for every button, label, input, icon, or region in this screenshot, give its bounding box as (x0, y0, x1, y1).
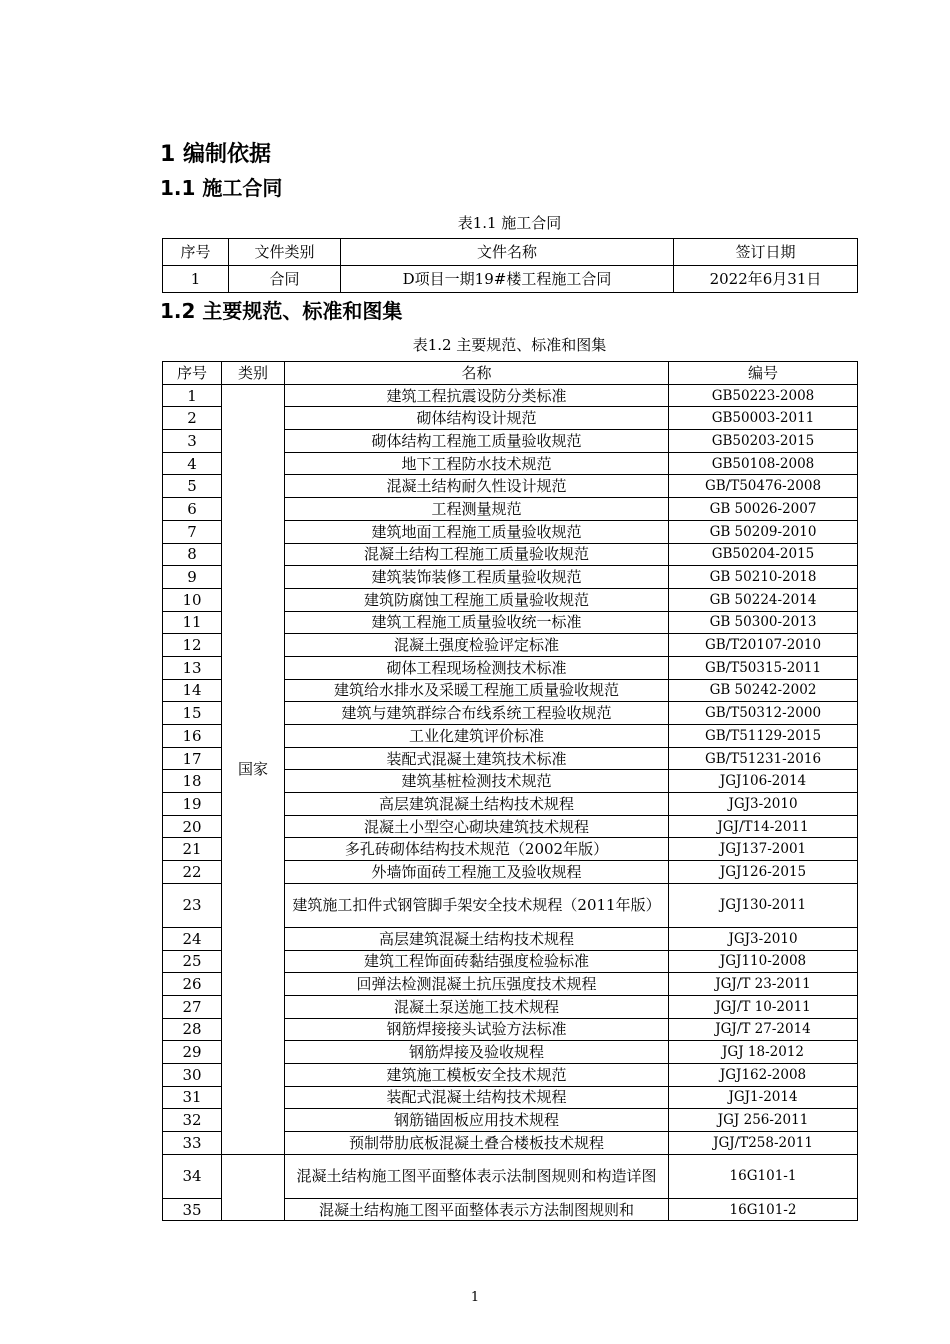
cell-index: 23 (163, 883, 222, 927)
page-number: 1 (470, 1290, 480, 1305)
heading-standards: 1.2 主要规范、标准和图集 (160, 299, 403, 323)
header-cell: 签订日期 (674, 239, 858, 266)
cell-name: 砌体结构设计规范 (285, 407, 669, 430)
cell-code: JGJ1-2014 (669, 1086, 858, 1109)
cell-index: 28 (163, 1018, 222, 1041)
cell-code: GB 50224-2014 (669, 588, 858, 611)
cell-code: GB/T50315-2011 (669, 656, 858, 679)
cell-name: D项目一期19#楼工程施工合同 (341, 266, 674, 293)
table1-caption: 表1.1 施工合同 (457, 214, 562, 232)
cell-code: GB 50242-2002 (669, 679, 858, 702)
cell-category: 合同 (229, 266, 341, 293)
cell-index: 32 (163, 1109, 222, 1132)
cell-name: 钢筋锚固板应用技术规程 (285, 1109, 669, 1132)
table-row (163, 384, 858, 407)
cell-name: 装配式混凝土结构技术规程 (285, 1086, 669, 1109)
cell-name: 砌体工程现场检测技术标准 (285, 656, 669, 679)
contract-table (162, 238, 858, 293)
cell-index: 6 (163, 498, 222, 521)
cell-code: GB/T50476-2008 (669, 475, 858, 498)
header-cell: 名称 (285, 362, 669, 385)
cell-index: 10 (163, 588, 222, 611)
cell-code: GB 50026-2007 (669, 498, 858, 521)
cell-name: 建筑与建筑群综合布线系统工程验收规范 (285, 702, 669, 725)
cell-code: 16G101-1 (669, 1154, 858, 1198)
cell-index: 15 (163, 702, 222, 725)
cell-code: GB 50210-2018 (669, 566, 858, 589)
cell-code: JGJ/T14-2011 (669, 815, 858, 838)
cell-index: 18 (163, 770, 222, 793)
cell-code: GB50203-2015 (669, 430, 858, 453)
cell-index: 20 (163, 815, 222, 838)
cell-name: 混凝土结构施工图平面整体表示方法制图规则和 (285, 1198, 669, 1221)
header-cell: 类别 (222, 362, 285, 385)
cell-index: 8 (163, 543, 222, 566)
cell-code: JGJ/T 23-2011 (669, 973, 858, 996)
cell-code: JGJ/T 10-2011 (669, 995, 858, 1018)
cell-code: JGJ137-2001 (669, 838, 858, 861)
cell-code: GB50204-2015 (669, 543, 858, 566)
cell-index: 29 (163, 1041, 222, 1064)
cell-index: 25 (163, 950, 222, 973)
cell-date: 2022年6月31日 (674, 266, 858, 293)
cell-index: 3 (163, 430, 222, 453)
cell-name: 建筑工程饰面砖黏结强度检验标准 (285, 950, 669, 973)
cell-code: GB50003-2011 (669, 407, 858, 430)
cell-code: JGJ/T258-2011 (669, 1132, 858, 1155)
cell-index: 22 (163, 861, 222, 884)
cell-name: 外墙饰面砖工程施工及验收规程 (285, 861, 669, 884)
cell-index: 7 (163, 520, 222, 543)
cell-index: 33 (163, 1132, 222, 1155)
cell-name: 建筑给水排水及采暖工程施工质量验收规范 (285, 679, 669, 702)
cell-index: 26 (163, 973, 222, 996)
cell-name: 高层建筑混凝土结构技术规程 (285, 793, 669, 816)
cell-index: 9 (163, 566, 222, 589)
table-header-row (163, 362, 858, 385)
cell-code: JGJ 18-2012 (669, 1041, 858, 1064)
cell-code: JGJ3-2010 (669, 927, 858, 950)
cell-code: GB/T50312-2000 (669, 702, 858, 725)
cell-index: 16 (163, 725, 222, 748)
cell-code: GB 50209-2010 (669, 520, 858, 543)
cell-code: GB50108-2008 (669, 452, 858, 475)
cell-code: JGJ126-2015 (669, 861, 858, 884)
cell-name: 多孔砖砌体结构技术规范（2002年版） (285, 838, 669, 861)
heading-compilation-basis: 1 编制依据 (160, 142, 271, 167)
cell-name: 预制带肋底板混凝土叠合楼板技术规程 (285, 1132, 669, 1155)
cell-code: JGJ/T 27-2014 (669, 1018, 858, 1041)
cell-code: JGJ162-2008 (669, 1063, 858, 1086)
cell-index: 31 (163, 1086, 222, 1109)
standards-table (162, 361, 858, 1221)
cell-index: 4 (163, 452, 222, 475)
cell-name: 混凝土结构耐久性设计规范 (285, 475, 669, 498)
header-cell: 序号 (163, 362, 222, 385)
cell-name: 建筑装饰装修工程质量验收规范 (285, 566, 669, 589)
cell-name: 工业化建筑评价标准 (285, 725, 669, 748)
cell-code: GB 50300-2013 (669, 611, 858, 634)
cell-name: 建筑工程施工质量验收统一标准 (285, 611, 669, 634)
table-row (163, 1154, 858, 1198)
cell-code: JGJ 256-2011 (669, 1109, 858, 1132)
cell-code: JGJ3-2010 (669, 793, 858, 816)
cell-index: 14 (163, 679, 222, 702)
cell-category-empty (222, 1154, 285, 1221)
cell-index: 12 (163, 634, 222, 657)
cell-code: GB50223-2008 (669, 384, 858, 407)
cell-name: 钢筋焊接接头试验方法标准 (285, 1018, 669, 1041)
cell-name: 地下工程防水技术规范 (285, 452, 669, 475)
cell-code: JGJ106-2014 (669, 770, 858, 793)
cell-category: 国家 (222, 384, 285, 1154)
cell-name: 高层建筑混凝土结构技术规程 (285, 927, 669, 950)
cell-index: 1 (163, 266, 229, 293)
cell-index: 34 (163, 1154, 222, 1198)
cell-index: 24 (163, 927, 222, 950)
cell-name: 砌体结构工程施工质量验收规范 (285, 430, 669, 453)
cell-code: GB/T51129-2015 (669, 725, 858, 748)
cell-index: 21 (163, 838, 222, 861)
cell-index: 2 (163, 407, 222, 430)
cell-name: 建筑基桩检测技术规范 (285, 770, 669, 793)
table2-caption: 表1.2 主要规范、标准和图集 (412, 336, 607, 354)
cell-name: 建筑地面工程施工质量验收规范 (285, 520, 669, 543)
cell-code: 16G101-2 (669, 1198, 858, 1221)
cell-code: GB/T51231-2016 (669, 747, 858, 770)
cell-name: 建筑工程抗震设防分类标准 (285, 384, 669, 407)
cell-name: 建筑防腐蚀工程施工质量验收规范 (285, 588, 669, 611)
header-cell: 文件名称 (341, 239, 674, 266)
cell-name: 装配式混凝土建筑技术标准 (285, 747, 669, 770)
cell-index: 13 (163, 656, 222, 679)
cell-index: 1 (163, 384, 222, 407)
cell-index: 5 (163, 475, 222, 498)
cell-index: 17 (163, 747, 222, 770)
table-header-row (163, 239, 858, 266)
cell-code: JGJ130-2011 (669, 883, 858, 927)
cell-index: 11 (163, 611, 222, 634)
cell-name: 混凝土强度检验评定标准 (285, 634, 669, 657)
cell-code: GB/T20107-2010 (669, 634, 858, 657)
cell-index: 30 (163, 1063, 222, 1086)
cell-index: 19 (163, 793, 222, 816)
table-row (163, 266, 858, 293)
cell-name: 混凝土小型空心砌块建筑技术规程 (285, 815, 669, 838)
cell-name: 工程测量规范 (285, 498, 669, 521)
header-cell: 序号 (163, 239, 229, 266)
header-cell: 编号 (669, 362, 858, 385)
cell-index: 27 (163, 995, 222, 1018)
cell-name: 回弹法检测混凝土抗压强度技术规程 (285, 973, 669, 996)
cell-code: JGJ110-2008 (669, 950, 858, 973)
cell-name: 混凝土泵送施工技术规程 (285, 995, 669, 1018)
cell-name: 钢筋焊接及验收规程 (285, 1041, 669, 1064)
cell-name: 建筑施工扣件式钢管脚手架安全技术规程（2011年版） (285, 883, 669, 927)
cell-name: 建筑施工模板安全技术规范 (285, 1063, 669, 1086)
header-cell: 文件类别 (229, 239, 341, 266)
heading-construction-contract: 1.1 施工合同 (160, 176, 283, 200)
cell-name: 混凝土结构施工图平面整体表示法制图规则和构造详图 (285, 1154, 669, 1198)
cell-name: 混凝土结构工程施工质量验收规范 (285, 543, 669, 566)
cell-index: 35 (163, 1198, 222, 1221)
